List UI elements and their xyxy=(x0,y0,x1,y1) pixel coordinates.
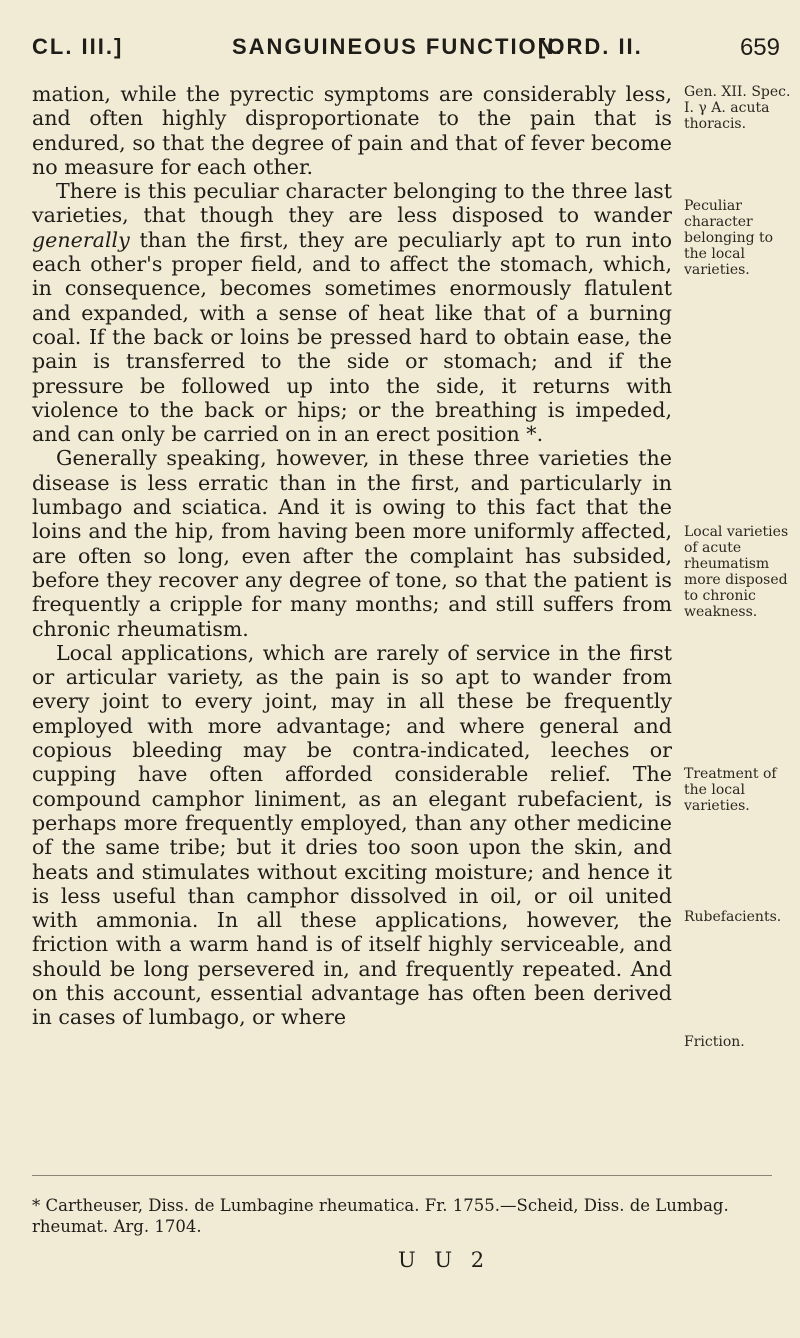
signature-mark: U U 2 xyxy=(398,1248,491,1272)
margin-note-local: Local varieties of acute rheumatism more disposed to chronic weakness. xyxy=(684,524,789,620)
margin-note-rubefacients: Rubefacients. xyxy=(684,909,782,925)
footnote-divider xyxy=(32,1175,772,1176)
margin-note-genus: Gen. XII. Spec. I. γ A. acuta thoracis. xyxy=(684,84,791,132)
paragraph-2: There is this peculiar character belonging to the three last varieties, that though they are less disposed to wander generally than the first, they are peculiarly apt to run into each other's proper field, and to affect the stomach, which, in consequence, becomes sometimes enormously flatulent and expanded, with a sense of heat like that of a burning coal. If the back or loins be pressed hard to obtain ease, the pain is transferred to the side or stomach; and if the pressure be followed up into the side, it returns with violence to the back or hips; or the breathing is impeded, and can only be carried on in an erect position *. xyxy=(32,179,672,447)
running-header xyxy=(32,34,780,68)
paragraph-3: Generally speaking, however, in these three varieties the disease is less erratic than in the first, and particularly in lumbago and sciatica. And it is owing to this fact that the loins and the hip, from having been more uniformly affected, are often so long, even after the complaint has subsided, before they recover any degree of tone, so that the patient is frequently a cripple for many months; and still suffers from chronic rheumatism. xyxy=(32,446,672,641)
margin-note-peculiar: Peculiar character belonging to the local varieties. xyxy=(684,198,774,278)
emphasis-generally: generally xyxy=(32,227,130,252)
paragraph-1: mation, while the pyrectic symptoms are considerably less, and often highly disproportionate to the pain that is endured, so that the degree of pain and that of fever become no measure for each other. xyxy=(32,82,672,179)
header-title: SANGUINEOUS FUNCTION. xyxy=(232,34,564,59)
header-order: [ORD. II. xyxy=(538,34,643,59)
margin-note-treatment: Treatment of the local varieties. xyxy=(684,766,777,814)
footnote xyxy=(32,1195,772,1237)
footnote-text: * Cartheuser, Diss. de Lumbagine rheumatica. Fr. 1755.—Scheid, Diss. de Lumbag. rheumat. Arg. 1704. xyxy=(32,1196,729,1236)
margin-note-friction: Friction. xyxy=(684,1034,745,1050)
header-chapter: CL. III.] xyxy=(32,34,124,59)
paragraph-4: Local applications, which are rarely of service in the first or articular variety, as the pain is so apt to wander from every joint to every joint, may in all these be frequently employed with more advantage; and where general and copious bleeding may be contra-indicated, leeches or cupping have often afforded considerable relief. The compound camphor liniment, as an elegant rubefacient, is perhaps more frequently employed, than any other medicine of the same tribe; but it dries too soon upon the skin, and heats and stimulates without exciting moisture; and hence it is less useful than camphor dissolved in oil, or oil united with ammonia. In all these applications, however, the friction with a warm hand is of itself highly serviceable, and should be long persevered in, and frequently repeated. And on this account, essential advantage has often been derived in cases of lumbago, or where xyxy=(32,640,672,1030)
main-text xyxy=(32,82,672,1030)
page-number: 659 xyxy=(739,34,780,61)
